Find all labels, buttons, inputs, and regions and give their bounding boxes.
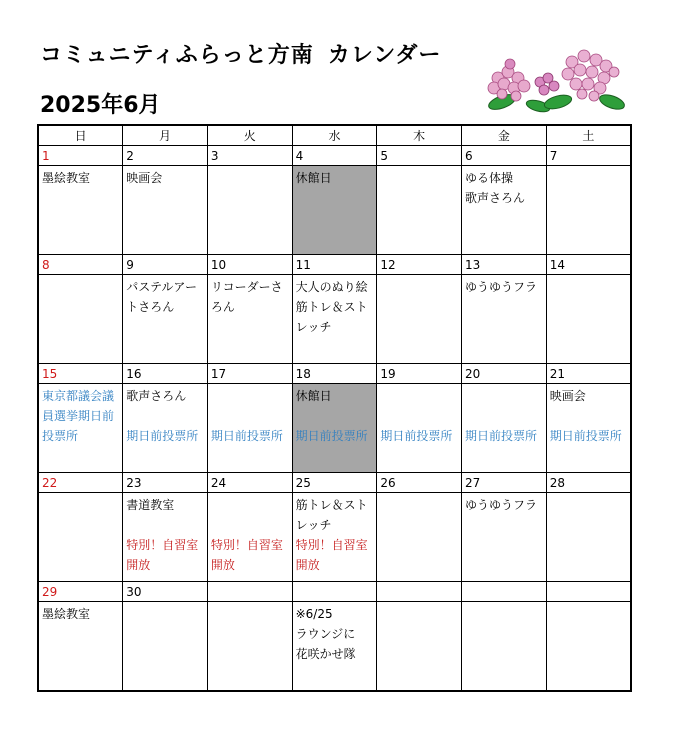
date-cell: 8 [38,255,123,275]
event-text: 映画会 [549,389,586,403]
event-text: 期日前投票所 [380,429,453,443]
event-row [38,493,631,582]
event-cell [462,493,547,582]
event-text: ※6/25 [295,607,333,621]
date-cell: 13 [462,255,547,275]
event-text: 書道教室 [126,498,175,512]
event-row [38,384,631,473]
date-cell: 16 [123,364,208,384]
date-cell: 4 [292,146,377,166]
leaf-icon [487,92,626,114]
date-cell: 30 [123,582,208,602]
weekday-wed: 水 [292,125,377,146]
event-cell [207,493,292,582]
date-cell: 25 [292,473,377,493]
date-cell: 28 [546,473,631,493]
date-cell: 29 [38,582,123,602]
event-text: 期日前投票所 [549,429,622,443]
flower-cluster-middle [535,73,559,95]
weekday-sun: 日 [38,125,123,146]
date-cell [377,582,462,602]
date-cell: 11 [292,255,377,275]
event-row [38,602,631,692]
date-cell: 18 [292,364,377,384]
weekday-mon: 月 [123,125,208,146]
event-text: レッチ [295,518,332,532]
date-cell: 3 [207,146,292,166]
event-text: 特別！自習室 [126,538,199,552]
date-cell: 5 [377,146,462,166]
event-cell [207,602,292,692]
date-cell: 15 [38,364,123,384]
date-cell: 7 [546,146,631,166]
event-cell [207,275,292,364]
event-text: ゆる体操 [465,171,514,185]
hydrangea-illustration [480,42,630,117]
event-cell [462,275,547,364]
date-cell: 24 [207,473,292,493]
date-cell: 22 [38,473,123,493]
date-cell: 14 [546,255,631,275]
event-text: 大人のぬり絵 [295,280,368,294]
date-cell: 23 [123,473,208,493]
event-text: 花咲かせ隊 [295,647,356,661]
date-cell: 21 [546,364,631,384]
date-row [38,255,631,275]
page-title [40,38,441,69]
event-text: リコーダーさ [210,280,283,294]
flower-cluster-right [562,50,619,101]
event-text: 期日前投票所 [465,429,538,443]
month-heading: 2025年6月 [40,93,161,118]
event-cell [38,275,123,364]
date-cell: 12 [377,255,462,275]
event-cell [123,602,208,692]
event-cell-closed [292,384,377,473]
event-cell [377,275,462,364]
event-cell [462,602,547,692]
event-row [38,166,631,255]
event-cell [377,384,462,473]
event-text: ラウンジに [295,627,356,641]
event-cell [292,602,377,692]
event-text: 開放 [126,558,151,572]
event-text: 特別！自習室 [210,538,283,552]
event-text: 筋トレ＆スト [295,498,368,512]
date-row [38,364,631,384]
event-cell [377,493,462,582]
title-org: コミュニティふらっと方南 [40,43,314,68]
weekday-fri: 金 [462,125,547,146]
event-text: 墨絵教室 [42,607,91,621]
event-cell [123,166,208,255]
date-cell: 2 [123,146,208,166]
event-cell [38,166,123,255]
event-cell [38,493,123,582]
weekday-header-row [38,125,631,146]
event-cell [546,166,631,255]
event-cell [123,384,208,473]
event-cell [292,275,377,364]
weekday-thu: 木 [377,125,462,146]
event-text: ろん [210,300,235,314]
event-cell [207,384,292,473]
event-text: 開放 [295,558,320,572]
event-text: 休館日 [295,389,332,403]
event-cell [207,166,292,255]
event-text: 投票所 [42,429,79,443]
event-cell [38,602,123,692]
event-text: トさろん [126,300,175,314]
event-cell [292,493,377,582]
event-cell [38,384,123,473]
event-text: 映画会 [126,171,163,185]
event-text: 員選挙期日前 [42,409,115,423]
date-row [38,473,631,493]
event-cell-closed [292,166,377,255]
event-text: 筋トレ＆スト [295,300,368,314]
event-text: 開放 [210,558,235,572]
event-text: 歌声さろん [126,389,187,403]
date-cell [546,582,631,602]
date-cell: 26 [377,473,462,493]
event-cell [377,602,462,692]
date-cell: 20 [462,364,547,384]
calendar-grid [37,124,632,692]
event-cell [546,602,631,692]
date-cell: 27 [462,473,547,493]
date-cell: 10 [207,255,292,275]
title-calendar: カレンダー [327,43,442,68]
event-text: ゆうゆうフラ [465,498,538,512]
event-text: 休館日 [295,171,332,185]
event-text: 期日前投票所 [126,429,199,443]
event-text: 特別！自習室 [295,538,368,552]
event-row [38,275,631,364]
event-text: 墨絵教室 [42,171,91,185]
event-cell [377,166,462,255]
date-cell [292,582,377,602]
event-text: ゆうゆうフラ [465,280,538,294]
date-cell [462,582,547,602]
event-text: パステルアー [126,280,198,294]
event-cell [546,493,631,582]
event-text: レッチ [295,320,332,334]
date-cell: 19 [377,364,462,384]
date-cell: 6 [462,146,547,166]
event-text: 東京都議会議 [42,389,115,403]
date-cell [207,582,292,602]
event-cell [462,166,547,255]
event-cell [462,384,547,473]
event-cell [546,384,631,473]
weekday-sat: 土 [546,125,631,146]
event-cell [123,493,208,582]
date-cell: 9 [123,255,208,275]
event-cell [546,275,631,364]
event-text: 歌声さろん [465,191,526,205]
date-row [38,582,631,602]
date-cell: 17 [207,364,292,384]
event-text: 期日前投票所 [295,429,368,443]
event-cell [123,275,208,364]
weekday-tue: 火 [207,125,292,146]
date-cell: 1 [38,146,123,166]
date-row [38,146,631,166]
event-text: 期日前投票所 [210,429,283,443]
